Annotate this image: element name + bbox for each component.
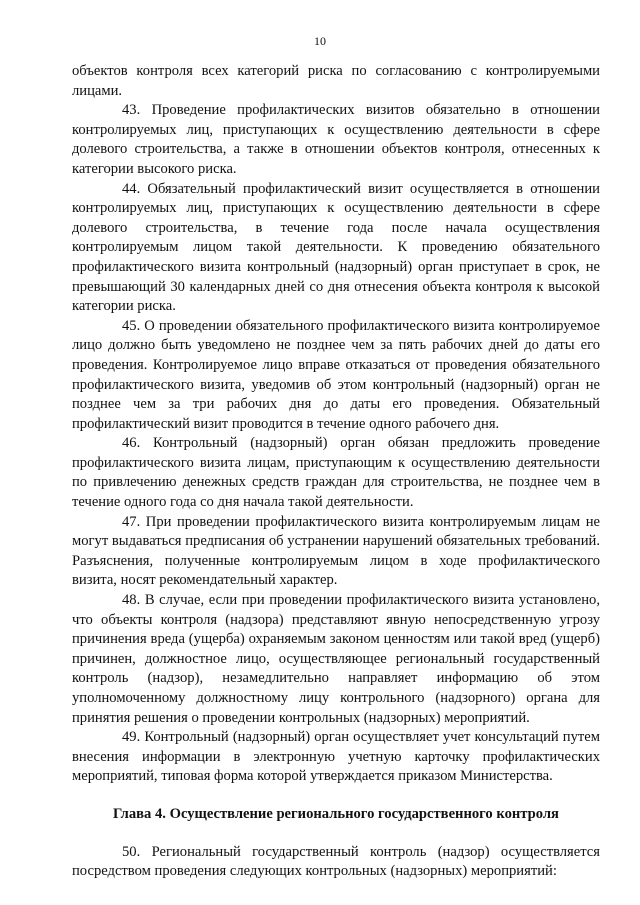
document-body — [72, 62, 600, 882]
paragraph-48: 48. В случае, если при проведении профилактического визита установлено, что объекты контроля (надзора) представляют явную непосредственную угрозу причинения вреда (ущерба) охраняемым законом ценностям или такой вред (ущерб) причинен, должностное лицо, осуществляющее региональный государственный контроль (надзор), незамедлительно направляет информацию об этом уполномоченному должностному лицу контрольного (надзорного) органа для принятия решения о проведении контрольных (надзорных) мероприятий. — [72, 592, 600, 726]
chapter-heading: Глава 4. Осуществление регионального государственного контроля — [113, 805, 559, 822]
paragraph-46: 46. Контрольный (надзорный) орган обязан предложить проведение профилактического визита лицам, приступающим к осуществлению деятельности по привлечению денежных средств граждан для строительства, не позднее чем в течение одного года со дня начала такой деятельности. — [72, 435, 600, 511]
paragraph-45: 45. О проведении обязательного профилактического визита контролируемое лицо должно быть уведомлено не позднее чем за пять рабочих дней до даты его проведения. Контролируемое лицо вправе отказаться от проведения обязательного профилактического визита, уведомив об этом контрольный (надзорный) орган не позднее чем за три рабочих дня до даты его проведения. Обязательный профилактический визит проводится в течение одного рабочего дня. — [72, 317, 600, 432]
paragraph-44: 44. Обязательный профилактический визит осуществляется в отношении контролируемых лиц, приступающих к осуществлению деятельности в сфере долевого строительства, в течение года после начала осуществления контролируемым лицом такой деятельности. К проведению обязательного профилактического визита контрольный (надзорный) орган приступает в срок, не превышающий 30 календарных дней со дня отнесения объекта контроля к высокой категории риска. — [72, 180, 600, 315]
page-number: 10 — [314, 34, 326, 48]
paragraph-50: 50. Региональный государственный контроль (надзор) осуществляется посредством проведения следующих контрольных (надзорных) мероприятий: — [72, 843, 600, 880]
paragraph-49: 49. Контрольный (надзорный) орган осуществляет учет консультаций путем внесения информации в электронную учетную карточку профилактических мероприятий, типовая форма которой утверждается приказом Министерства. — [72, 729, 600, 785]
paragraph-43: 43. Проведение профилактических визитов обязательно в отношении контролируемых лиц, приступающих к осуществлению деятельности в сфере долевого строительства, а также в отношении объектов контроля, отнесенных к категории высокого риска. — [72, 102, 600, 177]
paragraph-47: 47. При проведении профилактического визита контролируемым лицам не могут выдаваться предписания об устранении нарушений обязательных требований. Разъяснения, полученные контролируемым лицом в ходе профилактического визита, носят рекомендательный характер. — [72, 513, 600, 589]
paragraph-42-continuation: объектов контроля всех категорий риска по согласованию с контролируемыми лицами. — [72, 63, 600, 99]
